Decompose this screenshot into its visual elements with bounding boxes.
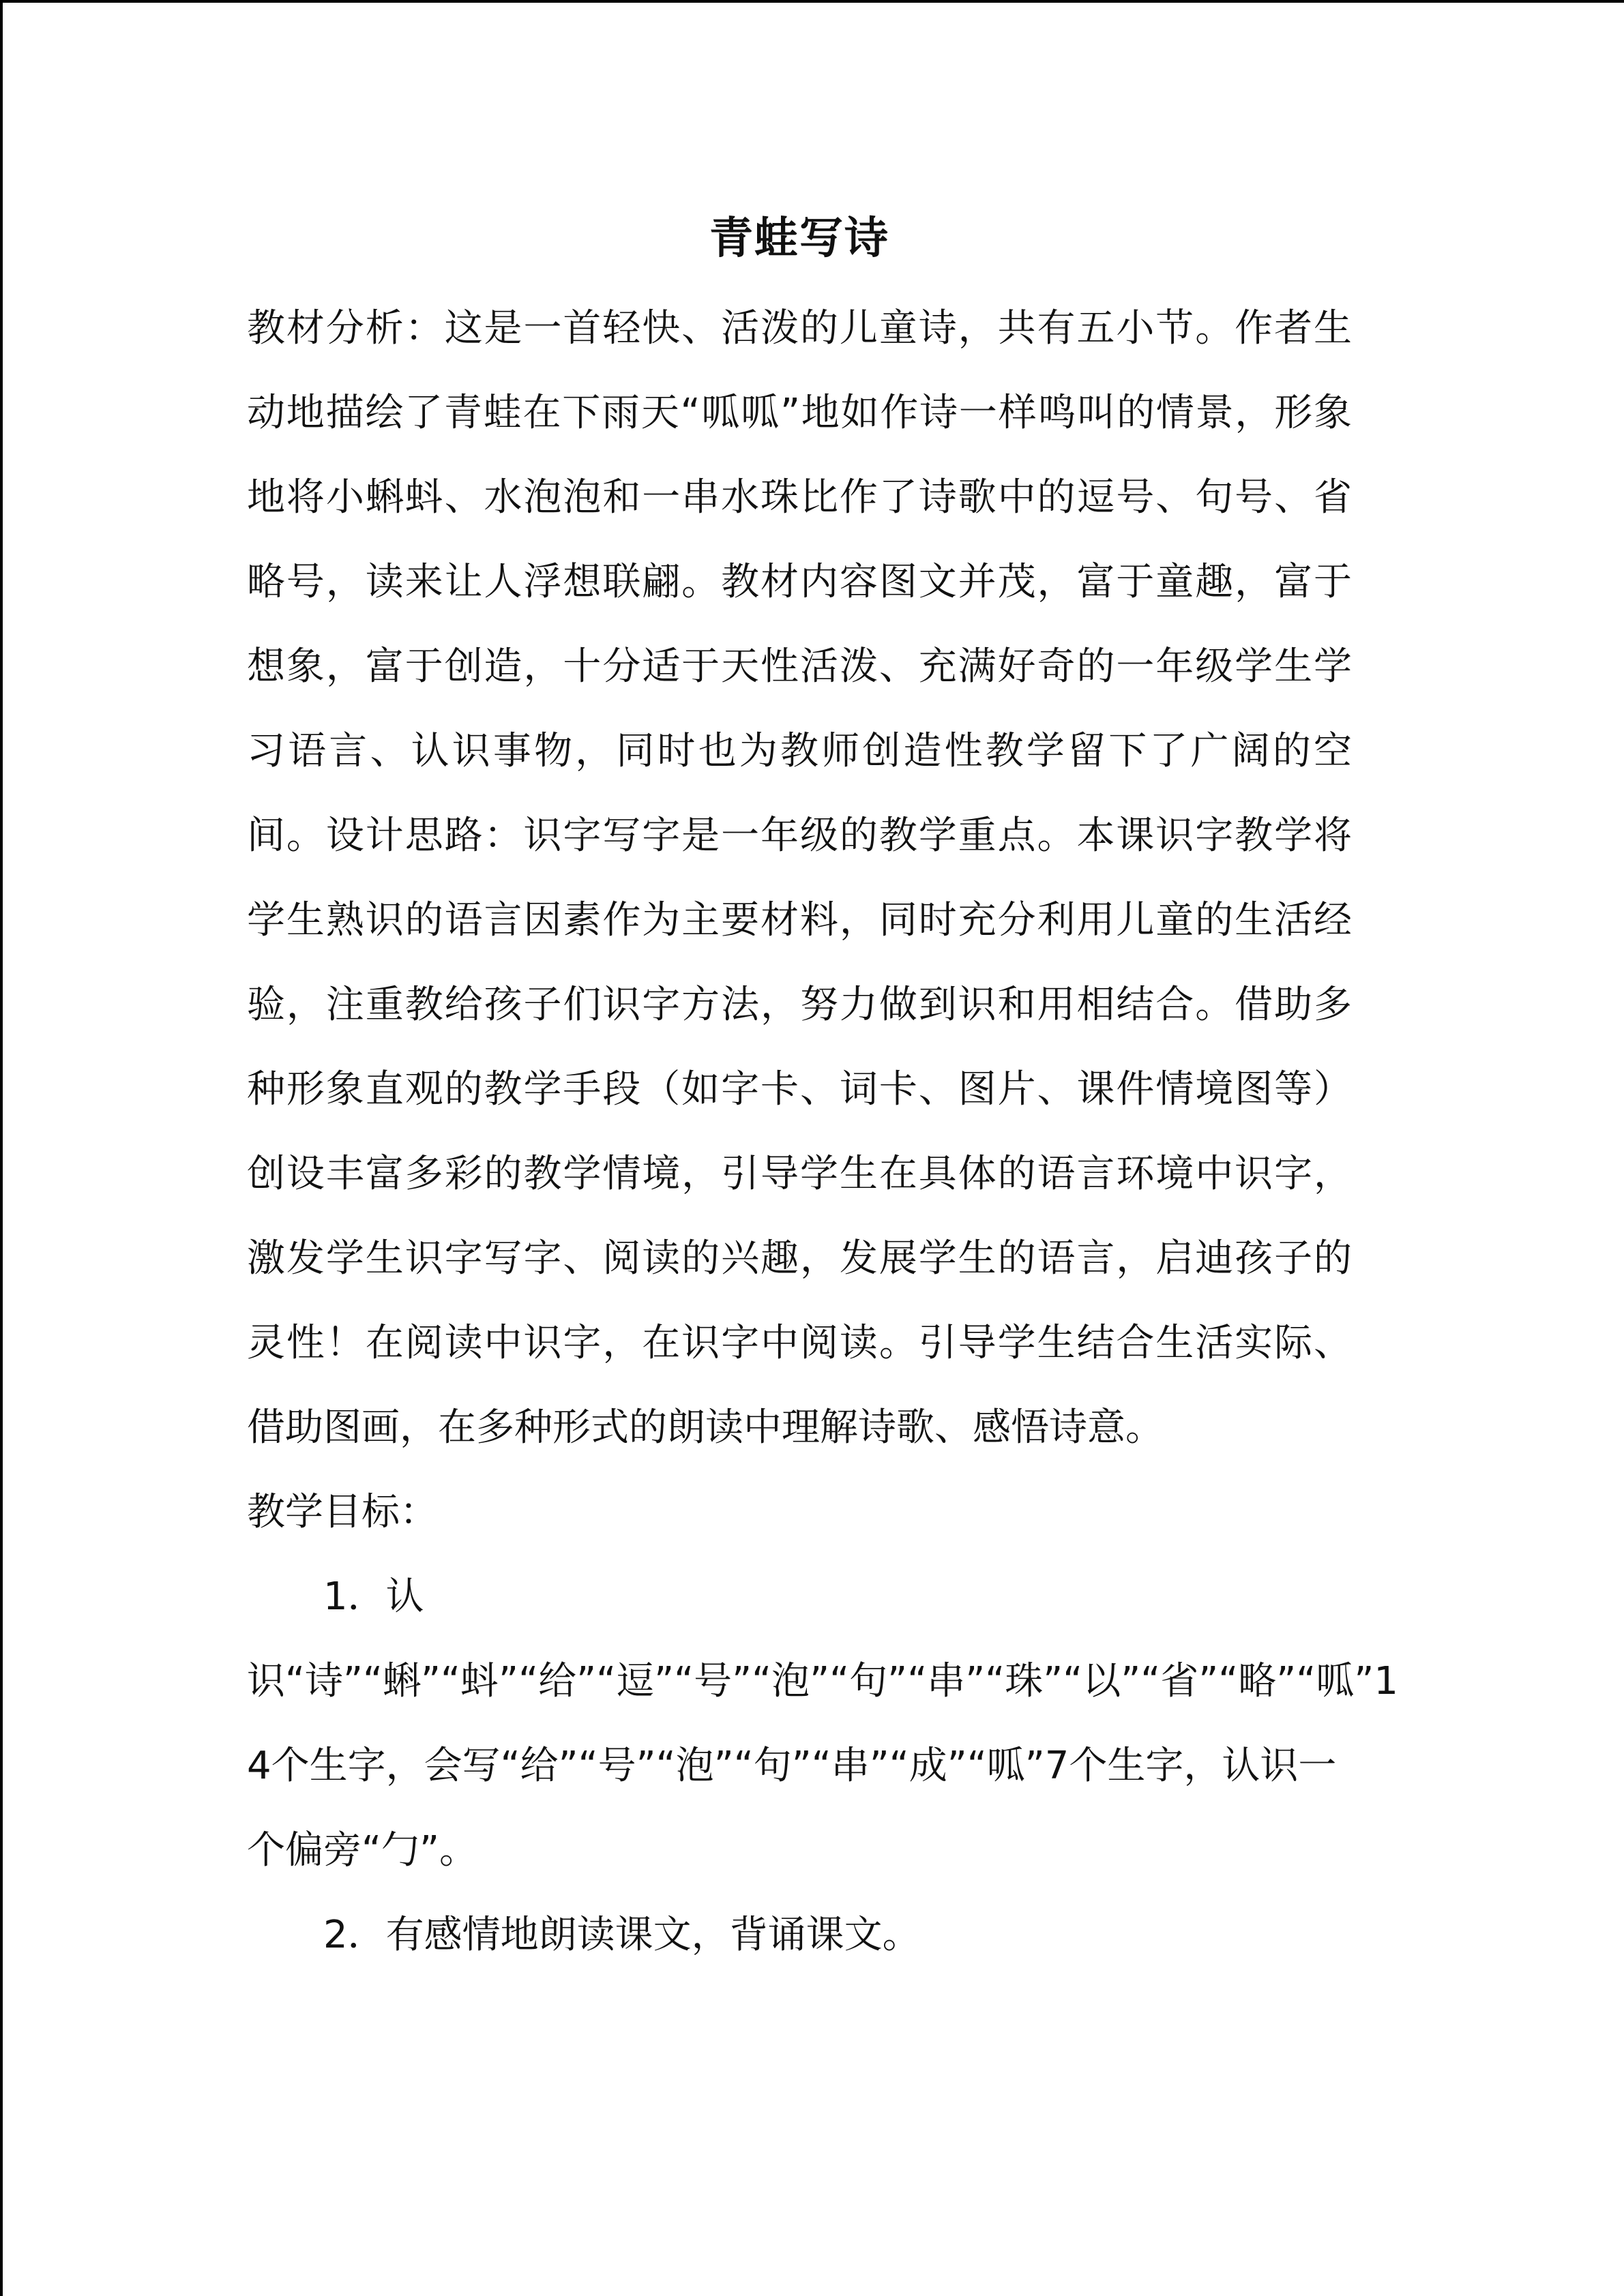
goal-item-2: 2．有感情地朗读课文，背诵课文。 <box>323 1913 921 1957</box>
document-title: 青蛙写诗 <box>709 213 889 264</box>
goals-heading: 教学目标： <box>247 1490 438 1534</box>
document-body <box>247 205 1398 1978</box>
analysis-paragraph: 教材分析：这是一首轻快、活泼的儿童诗，共有五小节。作者生动地描绘了青蛙在下雨天“呱呱”地如作诗一样鸣叫的情景，形象地将小蝌蚪、水泡泡和一串水珠比作了诗歌中的逗号、句号、省略号，读来让人浮想联翩。教材内容图文并茂，富于童趣，富于想象，富于创造，十分适于天性活泼、充满好奇的一年级学生学习语言、认识事物，同时也为教师创造性教学留下了广阔的空间。设计思路：识字写字是一年级的教学重点。本课识字教学将学生熟识的语言因素作为主要材料，同时充分利用儿童的生活经验，注重教给孩子们识字方法，努力做到识和用相结合。借助多种形象直观的教学手段（如字卡、词卡、图片、课件情境图等）创设丰富多彩的教学情境，引导学生在具体的语言环境中识字，激发学生识字写字、阅读的兴趣，发展学生的语言，启迪孩子的灵性！在阅读中识字，在识字中阅读。引导学生结合生活实际、借助图画，在多种形式的朗读中理解诗歌、感悟诗意。 <box>247 306 1352 1450</box>
goal-item-1: 1．认识“诗”“蝌”“蚪”“给”“逗”“号”“泡”“句”“串”“珠”“以”“省”“略”“呱”14个生字，会写“给”“号”“泡”“句”“串”“成”“呱”7个生字，认识一个偏旁“勹”。 <box>247 1575 1398 1873</box>
